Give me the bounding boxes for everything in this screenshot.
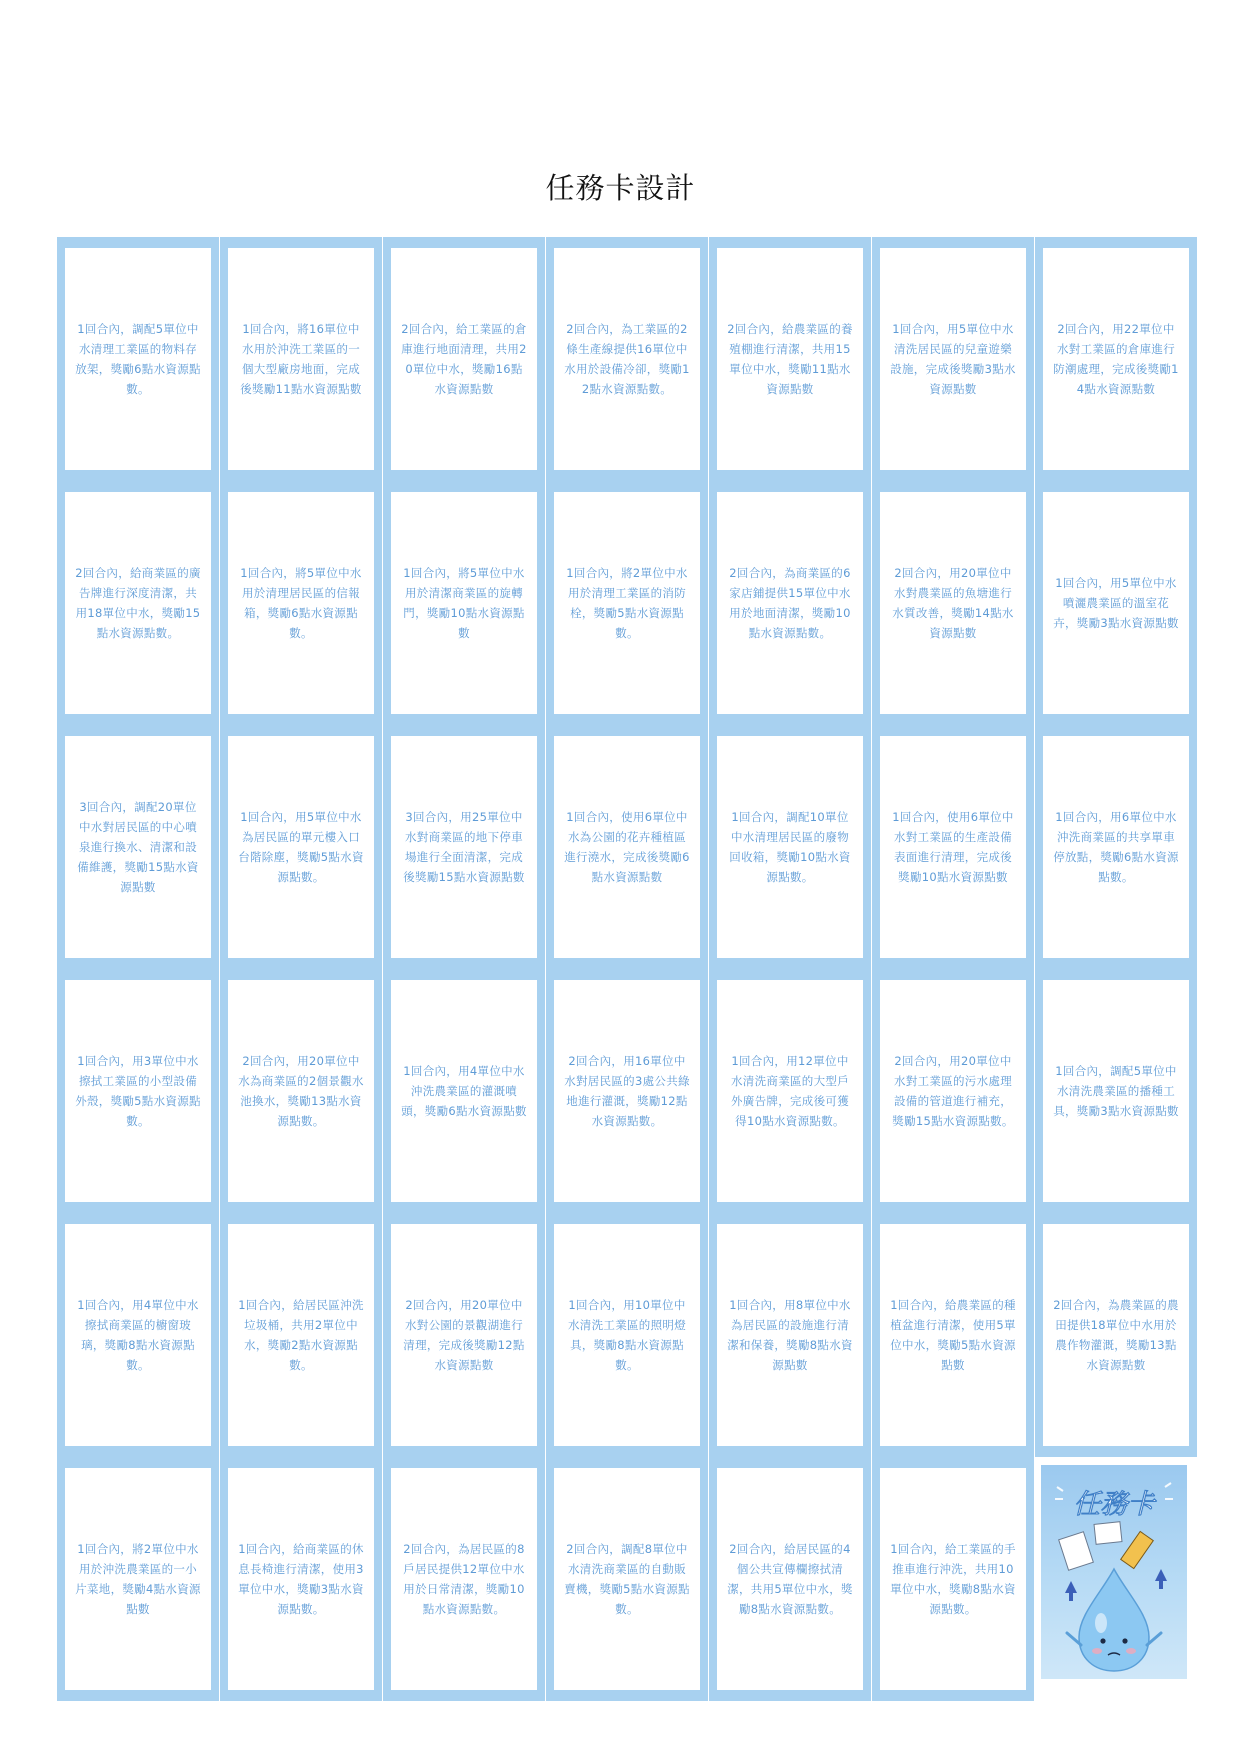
task-card-text: 2回合內，給商業區的廣告牌進行深度清潔，共用18單位中水，獎勵15點水資源點數。 bbox=[75, 566, 201, 640]
task-card bbox=[1035, 1213, 1197, 1457]
task-card-text: 1回合內，使用6單位中水對工業區的生產設備表面進行清理，完成後獎勵10點水資源點數 bbox=[892, 810, 1014, 884]
task-card bbox=[1035, 725, 1197, 969]
task-card bbox=[383, 1213, 545, 1457]
task-card bbox=[57, 725, 219, 969]
task-card bbox=[57, 969, 219, 1213]
task-card bbox=[709, 1457, 871, 1701]
task-card bbox=[872, 481, 1034, 725]
task-card-text: 1回合內，用12單位中水清洗商業區的大型戶外廣告牌，完成後可獲得10點水資源點數。 bbox=[731, 1054, 849, 1128]
water-drop-mascot-icon bbox=[1041, 1465, 1187, 1679]
task-card-text: 2回合內，用20單位中水對農業區的魚塘進行水質改善，獎勵14點水資源點數 bbox=[892, 566, 1014, 640]
task-card bbox=[1035, 969, 1197, 1213]
task-card bbox=[1035, 481, 1197, 725]
task-card bbox=[220, 969, 382, 1213]
task-card-text: 1回合內，用5單位中水清洗居民區的兒童遊樂設施，完成後獎勵3點水資源點數 bbox=[890, 322, 1016, 396]
task-card bbox=[57, 237, 219, 481]
task-card bbox=[709, 969, 871, 1213]
task-card bbox=[383, 481, 545, 725]
task-card-text: 1回合內，使用6單位中水為公園的花卉種植區進行澆水，完成後獎勵6點水資源點數 bbox=[564, 810, 690, 884]
task-card bbox=[709, 1213, 871, 1457]
task-card-text: 1回合內，用10單位中水清洗工業區的照明燈具，獎勵8點水資源點數。 bbox=[568, 1298, 686, 1372]
task-card-sheet bbox=[57, 237, 1187, 1703]
task-card bbox=[220, 725, 382, 969]
task-card bbox=[1035, 237, 1197, 481]
task-card-text: 2回合內，為農業區的農田提供18單位中水用於農作物灌溉，獎勵13點水資源點數 bbox=[1053, 1298, 1179, 1372]
task-card bbox=[872, 725, 1034, 969]
task-card bbox=[383, 237, 545, 481]
task-card-text: 1回合內，將2單位中水用於沖洗農業區的一小片菜地，獎勵4點水資源點數 bbox=[75, 1542, 201, 1616]
task-card bbox=[709, 237, 871, 481]
task-card-grid bbox=[57, 237, 1187, 1701]
task-card bbox=[220, 1213, 382, 1457]
task-card bbox=[546, 481, 708, 725]
task-card-text: 2回合內，用20單位中水對公園的景觀湖進行清理，完成後獎勵12點水資源點數 bbox=[403, 1298, 525, 1372]
task-card bbox=[546, 1457, 708, 1701]
task-card-cover bbox=[1035, 1457, 1197, 1701]
task-card-text: 1回合內，調配5單位中水清洗農業區的播種工具，獎勵3點水資源點數 bbox=[1053, 1064, 1179, 1118]
task-card bbox=[709, 725, 871, 969]
cover-illustration bbox=[1041, 1465, 1187, 1679]
task-card bbox=[872, 969, 1034, 1213]
task-card bbox=[57, 481, 219, 725]
task-card-text: 1回合內，給農業區的種植盆進行清潔，使用5單位中水，獎勵5點水資源點數 bbox=[890, 1298, 1016, 1372]
task-card-text: 2回合內，給居民區的4個公共宣傳欄擦拭清潔，共用5單位中水，獎勵8點水資源點數。 bbox=[727, 1542, 853, 1616]
task-card-text: 1回合內，將5單位中水用於清潔商業區的旋轉門，獎勵10點水資源點數 bbox=[403, 566, 525, 640]
task-card-text: 1回合內，用5單位中水為居民區的單元樓入口台階除塵，獎勵5點水資源點數。 bbox=[238, 810, 364, 884]
task-card-text: 1回合內，給商業區的休息長椅進行清潔，使用3單位中水，獎勵3點水資源點數。 bbox=[238, 1542, 364, 1616]
task-card-text: 2回合內，為工業區的2條生產線提供16單位中水用於設備冷卻，獎勵12點水資源點數。 bbox=[564, 322, 690, 396]
task-card-text: 1回合內，將2單位中水用於清理工業區的消防栓，獎勵5點水資源點數。 bbox=[566, 566, 688, 640]
task-card bbox=[220, 481, 382, 725]
task-card-text: 1回合內，用8單位中水為居民區的設施進行清潔和保養，獎勵8點水資源點數 bbox=[727, 1298, 853, 1372]
task-card-text: 3回合內，調配20單位中水對居民區的中心噴泉進行換水、清潔和設備維護，獎勵15點水資源點數 bbox=[77, 800, 199, 894]
cover-label: 任務卡 bbox=[1073, 1489, 1155, 1520]
task-card bbox=[220, 1457, 382, 1701]
task-card-text: 2回合內，給工業區的倉庫進行地面清理，共用20單位中水，獎勵16點水資源點數 bbox=[401, 322, 527, 396]
task-card bbox=[709, 481, 871, 725]
task-card bbox=[872, 237, 1034, 481]
task-card-text: 3回合內，用25單位中水對商業區的地下停車場進行全面清潔，完成後獎勵15點水資源點數 bbox=[403, 810, 525, 884]
task-card-text: 1回合內，將5單位中水用於清理居民區的信報箱，獎勵6點水資源點數。 bbox=[240, 566, 362, 640]
task-card bbox=[872, 1457, 1034, 1701]
task-card-text: 1回合內，調配5單位中水清理工業區的物料存放架，獎勵6點水資源點數。 bbox=[75, 322, 201, 396]
task-card-text: 1回合內，用4單位中水沖洗農業區的灌溉噴頭，獎勵6點水資源點數 bbox=[401, 1064, 527, 1118]
task-card bbox=[383, 969, 545, 1213]
task-card bbox=[220, 237, 382, 481]
task-card-text: 1回合內，調配10單位中水清理居民區的廢物回收箱，獎勵10點水資源點數。 bbox=[729, 810, 851, 884]
task-card-text: 1回合內，給工業區的手推車進行沖洗，共用10單位中水，獎勵8點水資源點數。 bbox=[890, 1542, 1016, 1616]
task-card bbox=[383, 725, 545, 969]
task-card-text: 1回合內，用5單位中水噴灑農業區的溫室花卉，獎勵3點水資源點數 bbox=[1053, 576, 1179, 630]
task-card bbox=[57, 1213, 219, 1457]
task-card-text: 2回合內，給農業區的養殖棚進行清潔，共用15單位中水，獎勵11點水資源點數 bbox=[727, 322, 853, 396]
task-card bbox=[546, 725, 708, 969]
task-card-text: 1回合內，用6單位中水沖洗商業區的共享單車停放點，獎勵6點水資源點數。 bbox=[1053, 810, 1179, 884]
task-card-text: 2回合內，用16單位中水對居民區的3處公共綠地進行灌溉，獎勵12點水資源點數。 bbox=[564, 1054, 690, 1128]
task-card bbox=[383, 1457, 545, 1701]
page-title: 任務卡設計 bbox=[545, 171, 696, 205]
task-card bbox=[546, 969, 708, 1213]
task-card-text: 2回合內，用22單位中水對工業區的倉庫進行防潮處理，完成後獎勵14點水資源點數 bbox=[1053, 322, 1179, 396]
task-card-text: 2回合內，為商業區的6家店鋪提供15單位中水用於地面清潔，獎勵10點水資源點數。 bbox=[729, 566, 851, 640]
task-card-text: 1回合內，用4單位中水擦拭商業區的櫥窗玻璃，獎勵8點水資源點數。 bbox=[77, 1298, 199, 1372]
task-card bbox=[546, 237, 708, 481]
task-card-text: 2回合內，用20單位中水對工業區的污水處理設備的管道進行補充，獎勵15點水資源點數。 bbox=[892, 1054, 1014, 1128]
task-card bbox=[57, 1457, 219, 1701]
task-card-text: 1回合內，用3單位中水擦拭工業區的小型設備外殼，獎勵5點水資源點數。 bbox=[75, 1054, 201, 1128]
task-card-text: 1回合內，給居民區沖洗垃圾桶，共用2單位中水，獎勵2點水資源點數。 bbox=[238, 1298, 364, 1372]
task-card bbox=[872, 1213, 1034, 1457]
task-card-text: 2回合內，調配8單位中水清洗商業區的自動販賣機，獎勵5點水資源點數。 bbox=[564, 1542, 690, 1616]
task-card bbox=[546, 1213, 708, 1457]
task-card-text: 1回合內，將16單位中水用於沖洗工業區的一個大型廠房地面，完成後獎勵11點水資源點數 bbox=[240, 322, 362, 396]
task-card-text: 2回合內，為居民區的8戶居民提供12單位中水用於日常清潔，獎勵10點水資源點數。 bbox=[403, 1542, 525, 1616]
task-card-text: 2回合內，用20單位中水為商業區的2個景觀水池換水，獎勵13點水資源點數。 bbox=[238, 1054, 364, 1128]
